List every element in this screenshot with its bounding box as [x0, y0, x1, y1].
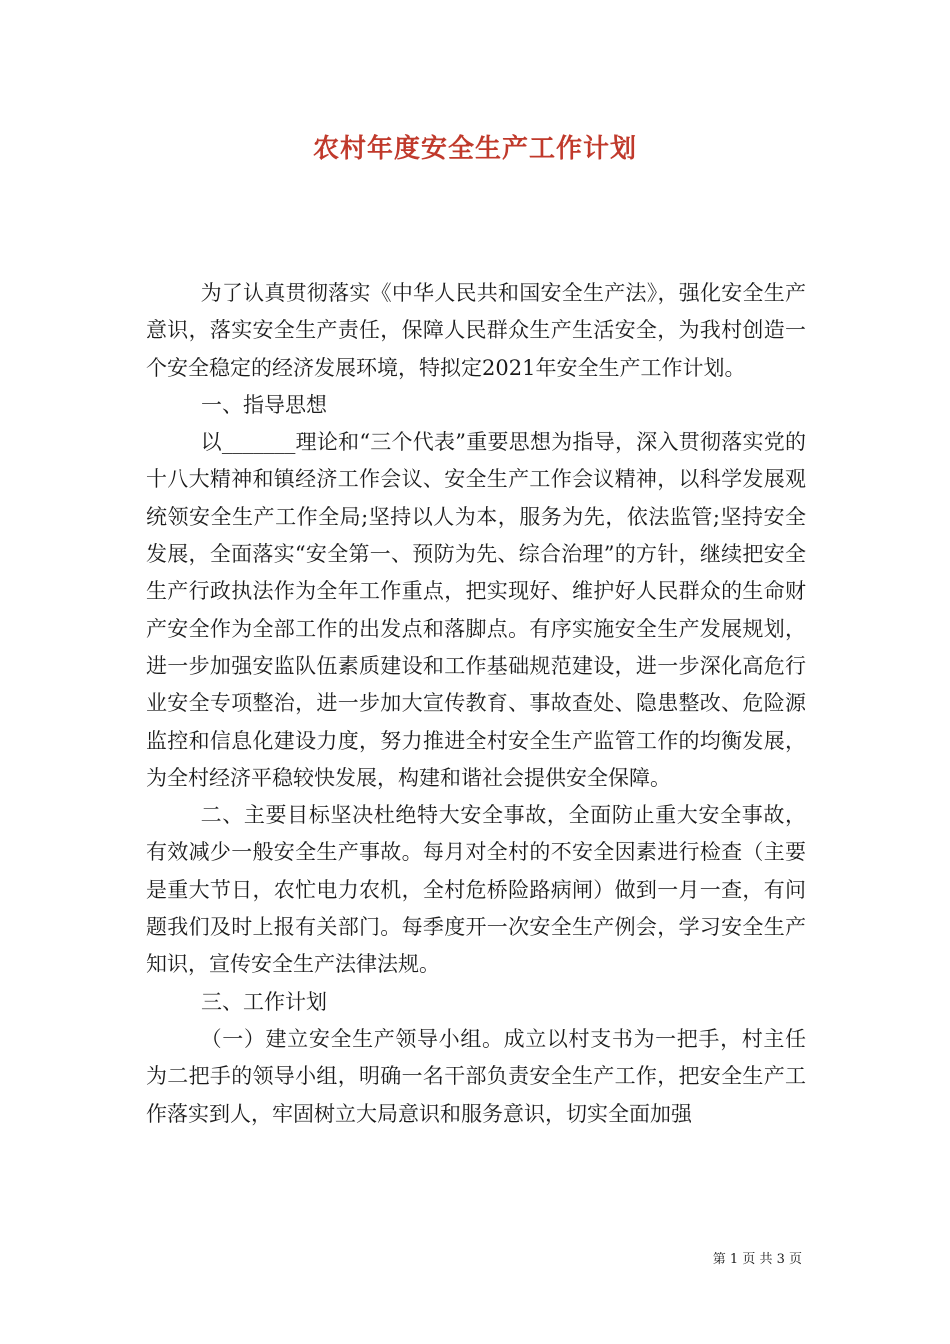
work-plan-item-1-paragraph: （一）建立安全生产领导小组。成立以村支书为一把手，村主任为二把手的领导小组，明确一名干部负责安全生产工作，把安全生产工作落实到人，牢固树立大局意识和服务意识，切实全面加强	[146, 1026, 806, 1126]
section-heading-guiding-ideology: 一、指导思想	[201, 392, 327, 417]
guiding-ideology-paragraph: 以_______理论和“三个代表”重要思想为指导，深入贯彻落实党的十八大精神和镇经济工作会议、安全生产工作会议精神，以科学发展观统领安全生产工作全局;坚持以人为本，服务为先，依法监管;坚持安全发展，全面落实“安全第一、预防为先、综合治理”的方针，继续把安全生产行政执法作为全年工作重点，把实现好、维护好人民群众的生命财产安全作为全部工作的出发点和落脚点。有序实施安全生产发展规划，进一步加强安监队伍素质建设和工作基础规范建设，进一步深化高危行业安全专项整治，进一步加大宣传教育、事故查处、隐患整改、危险源监控和信息化建设力度，努力推进全村安全生产监管工作的均衡发展，为全村经济平稳较快发展，构建和谐社会提供安全保障。	[146, 430, 806, 790]
document-title: 农村年度安全生产工作计划	[312, 134, 637, 164]
intro-paragraph: 为了认真贯彻落实《中华人民共和国安全生产法》，强化安全生产意识，落实安全生产责任，保障人民群众生产生活安全，为我村创造一个安全稳定的经济发展环境，特拟定2021年安全生产工作计划。	[146, 281, 806, 380]
main-goals-paragraph: 二、主要目标坚决杜绝特大安全事故，全面防止重大安全事故，有效减少一般安全生产事故。每月对全村的不安全因素进行检查（主要是重大节日，农忙电力农机，全村危桥险路病闸）做到一月一查，有问题我们及时上报有关部门。每季度开一次安全生产例会，学习安全生产知识，宣传安全生产法律法规。	[146, 803, 806, 977]
page-number-footer: 第 1 页 共 3 页	[712, 1252, 802, 1267]
document-body	[146, 275, 806, 1133]
section-heading-work-plan: 三、工作计划	[201, 989, 327, 1014]
